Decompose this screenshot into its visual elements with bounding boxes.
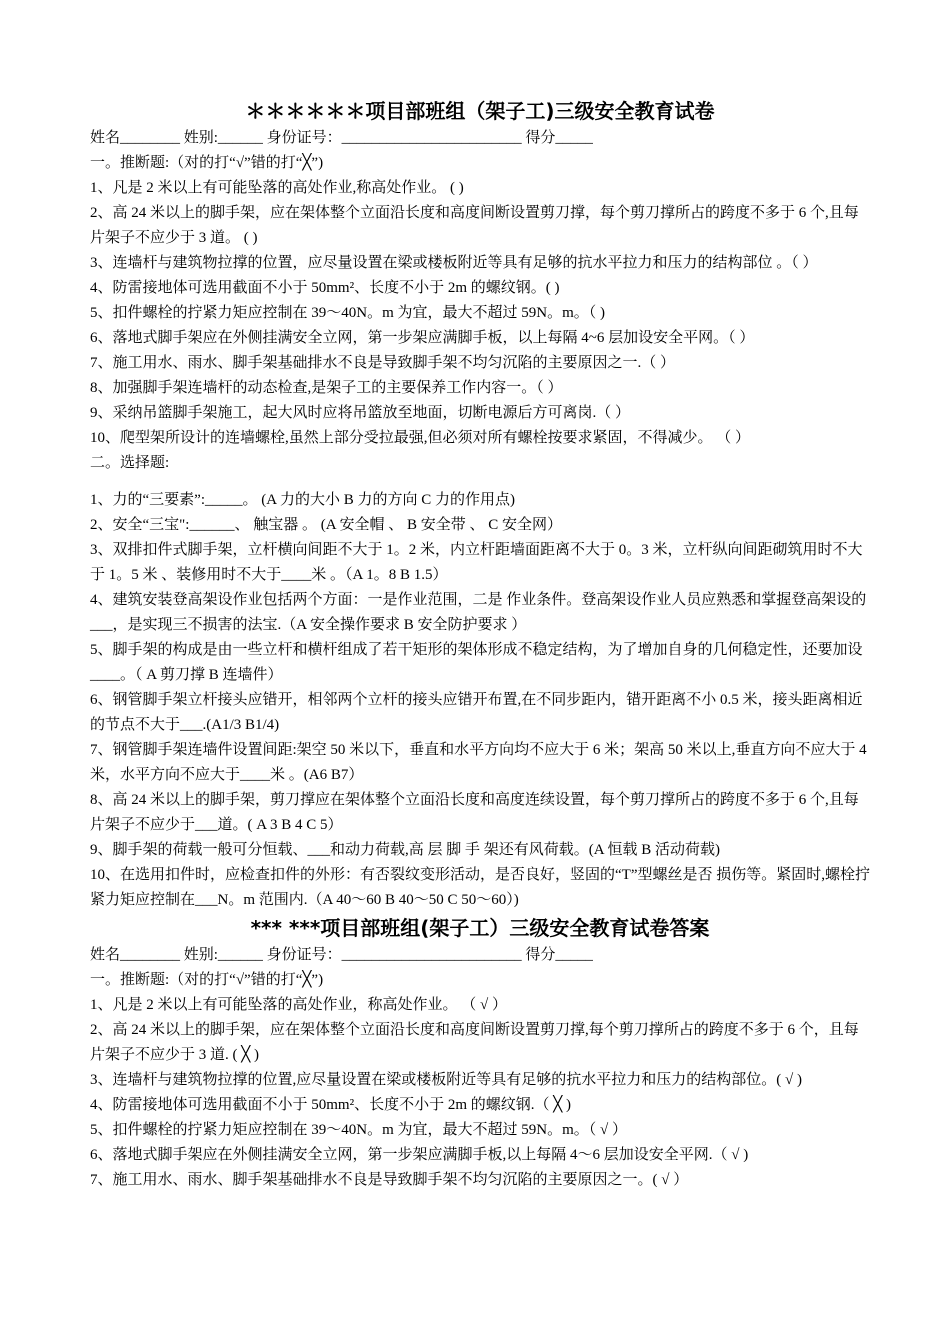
- answer-title: *** ***项目部班组(架子工）三级安全教育试卷答案: [250, 916, 710, 940]
- answer-item: 4、防雷接地体可选用截面不小于 50mm²、长度不小于 2m 的螺纹钢.（ ╳ ): [90, 1097, 572, 1113]
- answer-item: 3、连墙杆与建筑物拉撑的位置,应尽量设置在梁或楼板附近等具有足够的抗水平拉力和压力的结构部位。( √ ): [90, 1072, 802, 1088]
- judgment-question: 8、加强脚手架连墙杆的动态检查,是架子工的主要保养工作内容一。（ ）: [90, 380, 563, 396]
- section2-heading: 二。选择题:: [90, 455, 170, 471]
- judgment-question: 6、落地式脚手架应在外侧挂满安全立网，第一步架应满脚手板，以上每隔 4~6 层加设安全平网。（ ）: [90, 330, 755, 346]
- answer-item: 7、施工用水、雨水、脚手架基础排水不良是导致脚手架不均匀沉陷的主要原因之一。( √ ）: [90, 1172, 689, 1188]
- answer-section1-heading: 一。推断题:（对的打“√”错的打“╳”): [90, 972, 324, 988]
- answer-item: 6、落地式脚手架应在外侧挂满安全立网，第一步架应满脚手板,以上每隔 4～6 层加设安全平网.（ √ ): [90, 1147, 749, 1163]
- judgment-question: 10、爬型架所设计的连墙螺栓,虽然上部分受拉最强,但必须对所有螺栓按要求紧固，不得减少。 （ ）: [90, 430, 751, 446]
- judgment-question: 2、高 24 米以上的脚手架，应在架体整个立面沿长度和高度间断设置剪刀撑，每个剪刀撑所占的跨度不多于 6 个,且每片架子不应少于 3 道。 ( ): [90, 205, 859, 246]
- choice-question: 10、在选用扣件时，应检查扣件的外形：有否裂纹变形活动，是否良好，竖固的“T”型螺丝是否 损伤等。紧固时,螺栓拧紧力矩应控制在___N。m 范围内.（A 40～60 B 40～50 C 50～60）): [90, 867, 870, 908]
- choice-question: 7、钢管脚手架连墙件设置间距:架空 50 米以下，垂直和水平方向均不应大于 6 米；架高 50 米以上,垂直方向不应大于 4 米，水平方向不应大于____米 。(A6 B7）: [90, 742, 867, 783]
- choice-question: 5、脚手架的构成是由一些立杆和横杆组成了若干矩形的架体形成不稳定结构，为了增加自身的几何稳定性，还要加设____。（ A 剪刀撑 B 连墙件）: [90, 642, 863, 683]
- choice-question: 2、安全“三宝":______、 触宝器 。 (A 安全帽 、 B 安全带 、 C 安全网）: [90, 517, 562, 533]
- judgment-question: 9、采纳吊篮脚手架施工，起大风时应将吊篮放至地面，切断电源后方可离岗.（ ）: [90, 405, 631, 421]
- choice-question: 1、力的“三要素”:_____。 (A 力的大小 B 力的方向 C 力的作用点): [90, 492, 515, 508]
- choice-question: 6、钢管脚手架立杆接头应错开，相邻两个立杆的接头应错开布置,在不同步距内，错开距离不小 0.5 米，接头距离相近的节点不大于___.(A1/3 B1/4): [90, 692, 863, 733]
- choice-question: 9、脚手架的荷载一般可分恒载、___和动力荷载,高 层 脚 手 架还有风荷载。(A 恒载 B 活动荷载): [90, 842, 721, 858]
- judgment-question: 1、凡是 2 米以上有可能坠落的高处作业,称高处作业。 ( ): [90, 180, 464, 196]
- answer-item: 1、凡是 2 米以上有可能坠落的高处作业，称高处作业。 （ √ ）: [90, 997, 507, 1013]
- exam-title: ＊＊＊＊＊＊项目部班组（架子工)三级安全教育试卷: [245, 99, 715, 123]
- answer-info-line: 姓名________ 姓别:______ 身份证号：________________________ 得分_____: [90, 947, 593, 963]
- choice-question: 3、双排扣件式脚手架，立杆横向间距不大于 1。2 米，内立杆距墙面距离不大于 0。3 米，立杆纵向间距砌筑用时不大于 1。5 米 、装修用时不大于____米 。（A 1。8 B 1.5）: [90, 542, 863, 583]
- section1-heading: 一。推断题:（对的打“√”错的打“╳”): [90, 155, 324, 171]
- judgment-question: 7、施工用水、雨水、脚手架基础排水不良是导致脚手架不均匀沉陷的主要原因之一.（ ）: [90, 355, 676, 371]
- judgment-question: 5、扣件螺栓的拧紧力矩应控制在 39～40N。m 为宜，最大不超过 59N。m。（ ): [90, 305, 605, 321]
- choice-question: 4、建筑安装登高架设作业包括两个方面：一是作业范围，二是 作业条件。登高架设作业人员应熟悉和掌握登高架设的___，是实现三不损害的法宝.（A 安全操作要求 B 安全防护要求 ）: [90, 592, 867, 633]
- answer-item: 5、扣件螺栓的拧紧力矩应控制在 39～40N。m 为宜，最大不超过 59N。m。（ √ ）: [90, 1122, 627, 1138]
- student-info-line: 姓名________ 姓别:______ 身份证号：________________________ 得分_____: [90, 130, 593, 146]
- judgment-question: 4、防雷接地体可选用截面不小于 50mm²、长度不小于 2m 的螺纹钢。( ): [90, 280, 560, 296]
- judgment-question: 3、连墙杆与建筑物拉撑的位置，应尽量设置在梁或楼板附近等具有足够的抗水平拉力和压力的结构部位 。（ ）: [90, 255, 818, 271]
- choice-question: 8、高 24 米以上的脚手架，剪刀撑应在架体整个立面沿长度和高度连续设置，每个剪刀撑所占的跨度不多于 6 个,且每片架子不应少于___道。( A 3 B 4 C 5）: [90, 792, 859, 833]
- answer-item: 2、高 24 米以上的脚手架，应在架体整个立面沿长度和高度间断设置剪刀撑,每个剪刀撑所占的跨度不多于 6 个，且每片架子不应少于 3 道. ( ╳ ): [90, 1022, 859, 1063]
- spacer: [90, 476, 870, 488]
- exam-page: [90, 96, 870, 1193]
